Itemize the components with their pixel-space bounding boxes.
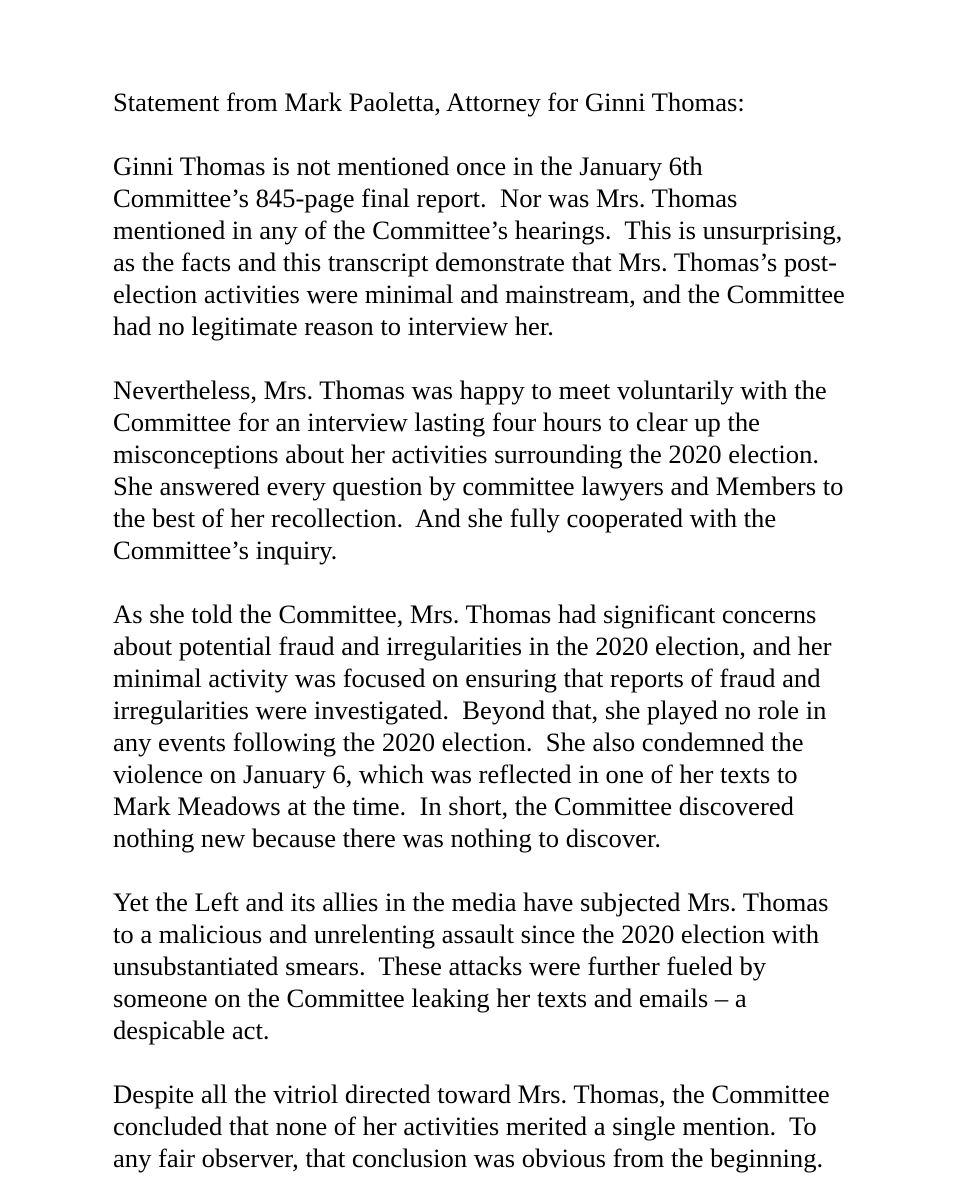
paragraph-line: As she told the Committee, Mrs. Thomas had significant concerns xyxy=(113,599,817,629)
paragraph-line: misconceptions about her activities surrounding the 2020 election. xyxy=(113,439,820,469)
paragraph-line: as the facts and this transcript demonstrate that Mrs. Thomas’s post- xyxy=(113,247,838,277)
paragraph-line: Yet the Left and its allies in the media have subjected Mrs. Thomas xyxy=(113,887,829,917)
paragraph-line: Despite all the vitriol directed toward Mrs. Thomas, the Committee xyxy=(113,1079,830,1109)
paragraph-line: irregularities were investigated. Beyond that, she played no role in xyxy=(113,695,827,725)
paragraph-line: to a malicious and unrelenting assault since the 2020 election with xyxy=(113,919,820,949)
paragraph-line: nothing new because there was nothing to discover. xyxy=(113,823,661,853)
paragraph-line: someone on the Committee leaking her texts and emails – a xyxy=(113,983,747,1013)
paragraph-line: Ginni Thomas is not mentioned once in the January 6th xyxy=(113,151,703,181)
paragraph-line: about potential fraud and irregularities in the 2020 election, and her xyxy=(113,631,832,661)
paragraph-line: unsubstantiated smears. These attacks were further fueled by xyxy=(113,951,767,981)
paragraph-line: violence on January 6, which was reflected in one of her texts to xyxy=(113,759,798,789)
paragraph-line: Committee for an interview lasting four hours to clear up the xyxy=(113,407,760,437)
paragraph-line: despicable act. xyxy=(113,1015,270,1045)
paragraph-line: Committee’s inquiry. xyxy=(113,535,338,565)
paragraph-line: Nevertheless, Mrs. Thomas was happy to meet voluntarily with the xyxy=(113,375,827,405)
paragraph-line: mentioned in any of the Committee’s hearings. This is unsurprising, xyxy=(113,215,843,245)
paragraph-line: concluded that none of her activities merited a single mention. To xyxy=(113,1111,817,1141)
paragraph-line: minimal activity was focused on ensuring that reports of fraud and xyxy=(113,663,821,693)
paragraph-line: She answered every question by committee lawyers and Members to xyxy=(113,471,844,501)
paragraph-line: had no legitimate reason to interview her. xyxy=(113,311,554,341)
paragraph-line: the best of her recollection. And she fully cooperated with the xyxy=(113,503,777,533)
paragraph-line: election activities were minimal and mainstream, and the Committee xyxy=(113,279,845,309)
paragraph-line: any events following the 2020 election. She also condemned the xyxy=(113,727,804,757)
paragraph-line: Committee’s 845-page final report. Nor was Mrs. Thomas xyxy=(113,183,738,213)
paragraph-line: Mark Meadows at the time. In short, the Committee discovered xyxy=(113,791,794,821)
statement-heading: Statement from Mark Paoletta, Attorney for Ginni Thomas: xyxy=(113,87,745,117)
paragraph-line: any fair observer, that conclusion was obvious from the beginning. xyxy=(113,1143,824,1173)
